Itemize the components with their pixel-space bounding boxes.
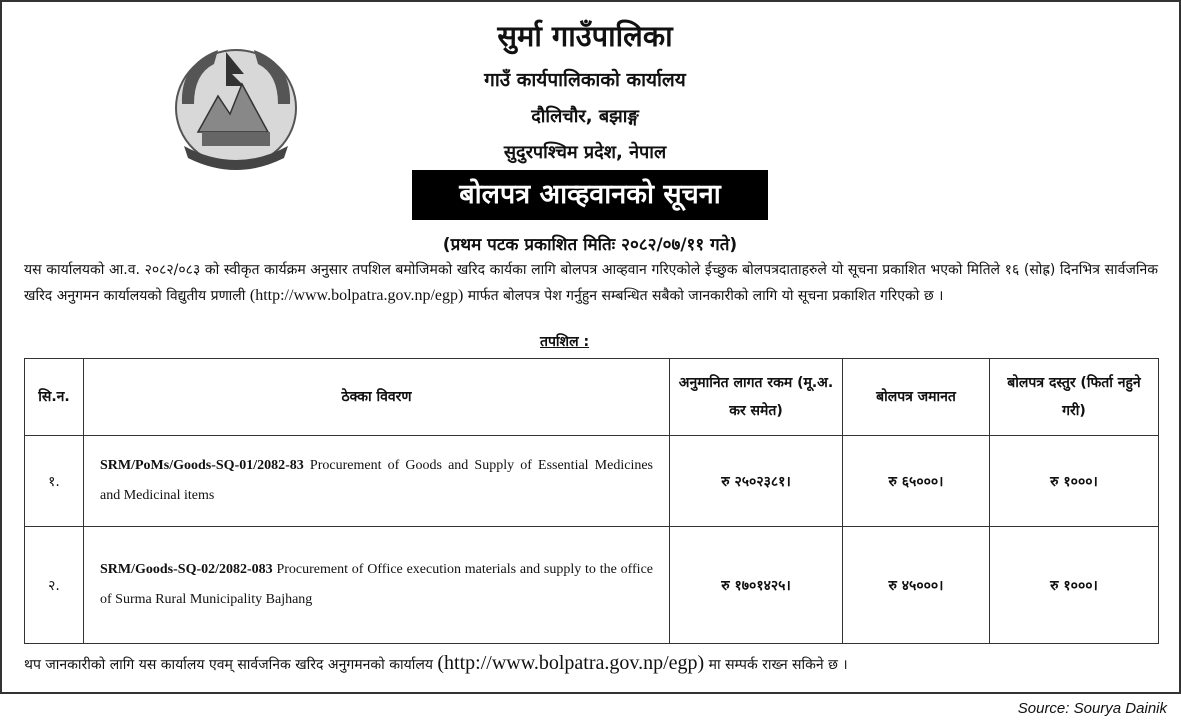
office-name: गाउँ कार्यपालिकाको कार्यालय bbox=[484, 69, 686, 91]
row-description-text: Procurement of Office execution materials and supply to the office of Surma Rural Municipality Bajhang bbox=[100, 562, 653, 607]
header-sn: सि.न. bbox=[25, 359, 84, 436]
source-credit: Source: Sourya Dainik bbox=[1017, 700, 1167, 717]
row-bid-fee: रु १०००। bbox=[990, 527, 1159, 644]
header-bid-security: बोलपत्र जमानत bbox=[843, 359, 990, 436]
row-description bbox=[84, 436, 670, 527]
nepal-emblem-icon bbox=[168, 34, 304, 174]
row-description-text: Procurement of Goods and Supply of Essential Medicines and Medicinal items bbox=[100, 458, 654, 503]
tender-table bbox=[24, 358, 1159, 644]
header-estimate: अनुमानित लागत रकम (मू.अ. कर समेत) bbox=[670, 359, 843, 436]
publication-date: (प्रथम पटक प्रकाशित मितिः २०८२/०७/११ गते) bbox=[442, 235, 738, 255]
municipality-name: सुर्मा गाउँपालिका bbox=[497, 19, 673, 53]
row-sn: १. bbox=[25, 436, 84, 527]
province-name: सुदुरपश्चिम प्रदेश, नेपाल bbox=[503, 142, 667, 163]
row-code: SRM/PoMs/Goods-SQ-01/2082-83 bbox=[100, 458, 304, 473]
intro-url: (http://www.bolpatra.gov.np/egp) bbox=[249, 287, 464, 304]
intro-text-part1: यस कार्यालयको आ.व. २०८२/०८३ को स्वीकृत कार्यक्रम अनुसार तपशिल बमोजिमको खरिद कार्यका लागि बोलपत्र आव्हवान गरिएकोले ईच्छुक बोलपत्रदाताहरुले यो सूचना प्रकाशित भएको मितिले १६ (सोह्र) दिनभित्र सार्वजनिक खरिद अनुगमन कार्यालयको विद्युतीय प्रणाली bbox=[24, 262, 1158, 304]
intro-text-part2: मार्फत बोलपत्र पेश गर्नुहुन सम्बन्धित सबैको जानकारीको लागि यो सूचना प्रकाशित गरिएको छ । bbox=[467, 288, 944, 304]
row-estimate: रु १७०१४२५। bbox=[670, 527, 843, 644]
row-bid-security: रु ६५०००। bbox=[843, 436, 990, 527]
row-description bbox=[84, 527, 670, 644]
footer-note bbox=[24, 652, 1164, 675]
footer-url: (http://www.bolpatra.gov.np/egp) bbox=[437, 652, 705, 674]
intro-paragraph bbox=[24, 258, 1158, 309]
header-description: ठेक्का विवरण bbox=[84, 359, 670, 436]
table-row bbox=[25, 527, 1159, 644]
row-estimate: रु २५०२३८१। bbox=[670, 436, 843, 527]
row-sn: २. bbox=[25, 527, 84, 644]
header-bid-fee: बोलपत्र दस्तुर (फिर्ता नहुने गरी) bbox=[990, 359, 1159, 436]
details-heading: तपशिल : bbox=[540, 334, 590, 350]
footer-text-part2: मा सम्पर्क राख्न सकिने छ । bbox=[708, 657, 848, 673]
table-row bbox=[25, 436, 1159, 527]
office-location: दौलिचौर, बझाङ्ग bbox=[531, 106, 639, 127]
row-code: SRM/Goods-SQ-02/2082-083 bbox=[100, 562, 273, 577]
row-bid-fee: रु १०००। bbox=[990, 436, 1159, 527]
footer-text-part1: थप जानकारीको लागि यस कार्यालय एवम् सार्वजनिक खरिद अनुगमनको कार्यालय bbox=[24, 657, 433, 673]
notice-title: बोलपत्र आव्हवानको सूचना bbox=[412, 170, 768, 220]
table-header-row bbox=[25, 359, 1159, 436]
row-bid-security: रु ४५०००। bbox=[843, 527, 990, 644]
